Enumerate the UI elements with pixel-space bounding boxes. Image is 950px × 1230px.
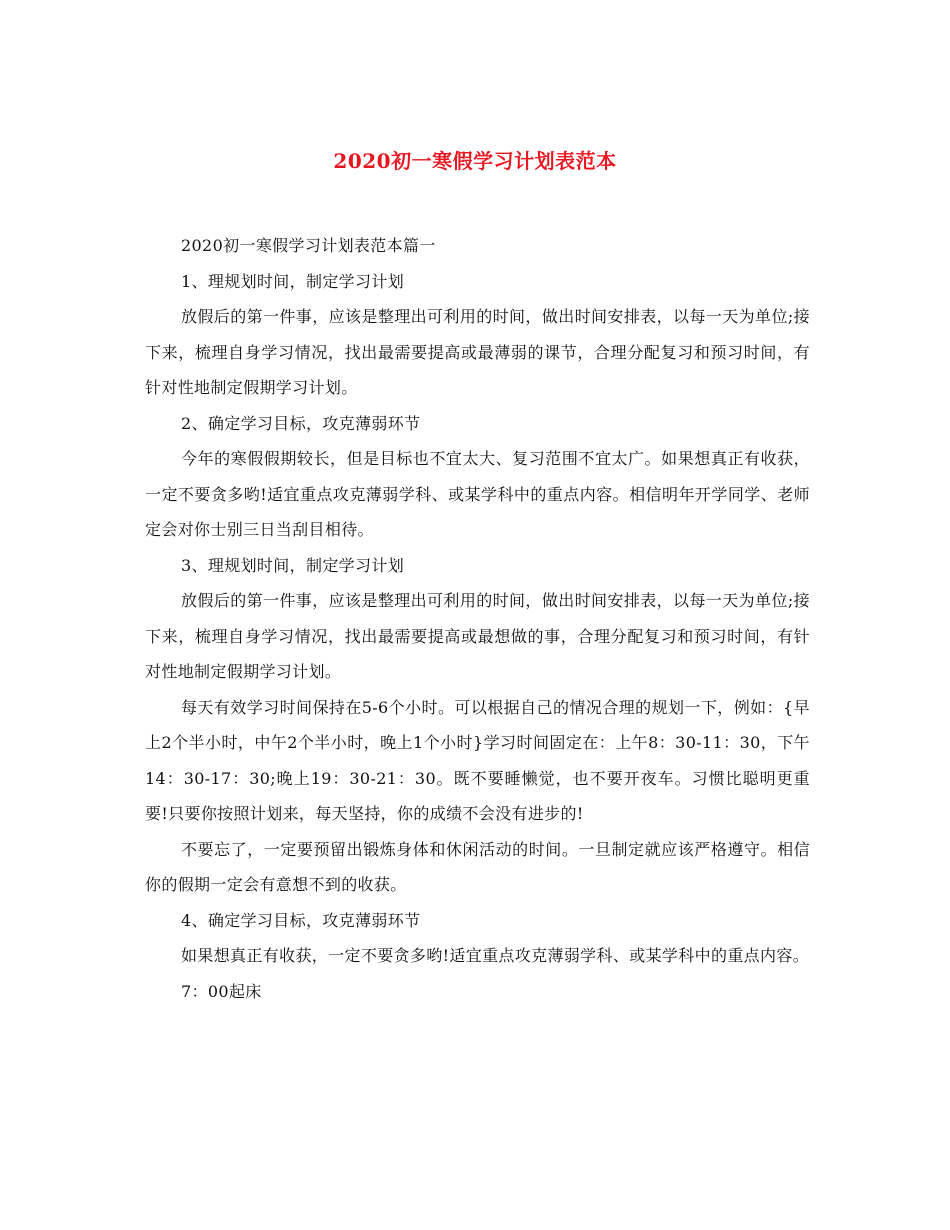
- item-heading: 3、理规划时间，制定学习计划: [181, 555, 405, 575]
- schedule-line: 7：00起床: [181, 981, 262, 1001]
- paragraph: 今年的寒假假期较长，但是目标也不宜太大、复习范围不宜太广。如果想真正有收获，一定不要贪多哟!适宜重点攻克薄弱学科、或某学科中的重点内容。相信明年开学同学、老师定会对你士别三日当刮目相待。: [145, 449, 810, 539]
- item-heading: 1、理规划时间，制定学习计划: [181, 271, 405, 291]
- paragraph: 放假后的第一件事，应该是整理出可利用的时间，做出时间安排表，以每一天为单位;接下来，梳理自身学习情况，找出最需要提高或最想做的事，合理分配复习和预习时间，有针对性地制定假期学习计划。: [145, 591, 810, 681]
- paragraph: 如果想真正有收获，一定不要贪多哟!适宜重点攻克薄弱学科、或某学科中的重点内容。: [181, 946, 810, 965]
- item-heading: 2、确定学习目标，攻克薄弱环节: [181, 413, 421, 433]
- document-title: 2020初一寒假学习计划表范本: [333, 149, 617, 173]
- item-heading: 4、确定学习目标，攻克薄弱环节: [181, 910, 421, 930]
- document-body: [145, 228, 810, 1009]
- paragraph: 放假后的第一件事，应该是整理出可利用的时间，做出时间安排表，以每一天为单位;接下来，梳理自身学习情况，找出最需要提高或最薄弱的课节，合理分配复习和预习时间，有针对性地制定假期学习计划。: [145, 307, 810, 397]
- section-heading: 2020初一寒假学习计划表范本篇一: [181, 236, 436, 255]
- paragraph: 不要忘了，一定要预留出锻炼身体和休闲活动的时间。一旦制定就应该严格遵守。相信你的假期一定会有意想不到的收获。: [145, 839, 810, 894]
- paragraph: 每天有效学习时间保持在5-6个小时。可以根据自己的情况合理的规划一下，例如：{早上2个半小时，中午2个半小时，晚上1个小时}学习时间固定在：上午8：30-11：30，下午14：30-17：30;晚上19：30-21：30。既不要睡懒觉，也不要开夜车。习惯比聪明更重要!只要你按照计划来，每天坚持，你的成绩不会没有进步的!: [145, 697, 810, 823]
